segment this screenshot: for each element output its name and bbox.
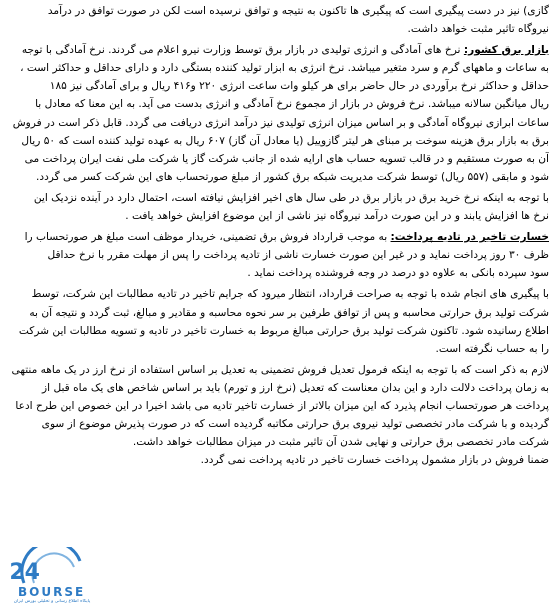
text-line: حداقل و حداکثر نرخ برآوردی در حال حاضر برای هر کیلو وات ساعت انرژی ۲۲۰ و۴۱۶ ریال و برای آمادگی نیز ۱۸۵: [49, 80, 549, 93]
text-line: به زمان پرداخت دلالت دارد و این بدان معناست که تعدیل (نرخ ارز و تورم) باید بر اساس شاخص های یک ماه قبل از: [42, 381, 549, 394]
intro-paragraph: [8, 2, 549, 38]
delay-heading: خسارت تاخیر در تادیه پرداخت:: [390, 231, 549, 244]
text-line: [8, 228, 549, 246]
text-line: گازی) نیز در دست پیگیری است که پیگیری ها تاکنون به نتیجه و توافق نرسیده است لکن در صورت توافق در درآمد: [47, 5, 549, 17]
text-line: [8, 41, 549, 59]
text-line: برق به بازار برق هزینه سوخت بر مبنای هر لیتر گازوییل (یا معادل آن گاز) ۶۰۷ ریال به عهده تولید کننده است که ۵۰ ریال: [21, 134, 549, 147]
market-paragraph: [8, 41, 549, 186]
text-line: ظرف ۳۰ روز پرداخت نماید و در غیر این صورت خسارت ناشی از تادیه پرداخت را پس از مهلت مقرر با نرخ حداقل: [47, 249, 549, 262]
text-line: پرداخت هر صورتحساب انجام پذیرد که این میزان بالاتر از خسارت تاخیر تادیه می باشد اخیرا در این خصوص این طرح ادعا: [15, 399, 549, 412]
formula-paragraph: [8, 361, 549, 470]
text-line: با پیگیری های انجام شده با توجه به صراحت قرارداد، انتظار میرود که جرایم تاخیر در تادیه مطالبات این شرکت، توسط: [31, 288, 549, 301]
text-line: شرکت تولید برق حرارتی محاسبه و پس از توافق طرفین بر سر نحوه محاسبه و مقادیر و مبالغ، ثبت گردد و نتیجه آن به: [29, 306, 549, 319]
market-heading: بازار برق کشور:: [463, 44, 549, 57]
logo-wordmark: BOURSE: [18, 585, 86, 599]
text-line: به ساعات و ماههای گرم و سرد متغیر میباشد. نرخ انرژی به ابزار تولید کننده بستگی دارد و دارای حداقل و حداکثر است ،: [20, 62, 549, 75]
followup-paragraph: [8, 285, 549, 357]
text-line: سود سپرده بانکی به علاوه دو درصد در وجه فروشنده پرداخت نماید .: [247, 267, 549, 280]
text-line: آن به صورت مستقیم و در قالب تسویه حساب های ارایه شده از جانب شرکت گاز یا شرکت ملی نفت ایران پرداخت می: [24, 152, 549, 165]
text-line: را به حساب نگرفته است.: [435, 342, 549, 355]
logo-tagline: پایگاه اطلاع رسانی و تحلیلی بورس ایران: [13, 599, 91, 604]
bourse-logo-mark-icon: [4, 547, 100, 587]
text-line: لازم به ذکر است که با توجه به اینکه فرمول تعدیل فروش تضمینی به تعدیل بر اساس استفاده از نرخ ارز در یک ماهه منتهی: [11, 363, 549, 376]
text-line: ضمنا فروش در بازار مشمول پرداخت خسارت تاخیر در تادیه پرداخت نمی گردد.: [200, 454, 549, 467]
text-line: شرکت مادر تخصصی برق حرارتی و نهایی شدن آن تاثیر مثبت در میزان مطالبات خواهد داشت.: [132, 436, 549, 449]
text-line: گردیده و با شرکت مادر تخصصی تولید نیروی برق حرارتی مکاتبه گردیده است که در صورت پذیرش موضوع از سوی: [41, 418, 549, 431]
outlook-paragraph: [8, 189, 549, 225]
svg-text:24: 24: [9, 560, 40, 585]
text-line: ریال میانگین سالانه میباشد. نرخ فروش در بازار از مجموع نرخ آمادگی و انرژی بدست می آید. به این معنا که معادل با: [35, 98, 549, 111]
delay-first-line-text: به موجب قرارداد فروش برق تضمینی، خریدار موظف است مبلغ هر صورتحساب را: [24, 231, 391, 244]
delay-paragraph: [8, 228, 549, 282]
market-first-line-text: نرخ های آمادگی و انرژی تولیدی در بازار برق توسط وزارت نیرو اعلام می گردند. نرخ آمادگی با توجه: [21, 44, 464, 57]
bourse-logo: [4, 547, 100, 605]
text-line: اطلاع رسانیده شود. تاکنون شرکت تولید برق حرارتی مبالغ مربوط به خسارت تاخیر در تادیه و تسویه مطالبات این شرکت: [18, 324, 549, 337]
text-line: نرخ ها افزایش یابند و در این صورت درآمد نیروگاه نیز ناشی از این موضوع افزایش خواهد یافت .: [125, 210, 549, 223]
text-line: شود و مابقی (۵۵۷ ریال) توسط شرکت مدیریت شبکه برق کشور از مبلغ صورتحساب های این شرکت کسر می گردد.: [35, 170, 549, 183]
text-line: ساعات ابرازی نیروگاه آمادگی و بر اساس میزان انرژی تولیدی نیز درآمد انرژی دریافت می گردد. قابل ذکر است در فروش: [12, 116, 549, 129]
text-line: نیروگاه تاثیر مثبت خواهد داشت.: [407, 23, 549, 36]
text-line: با توجه به اینکه نرخ خرید برق در بازار برق در طی سال های اخیر افزایش نیافته است، احتمال دارد در آینده نزدیک این: [33, 191, 549, 204]
